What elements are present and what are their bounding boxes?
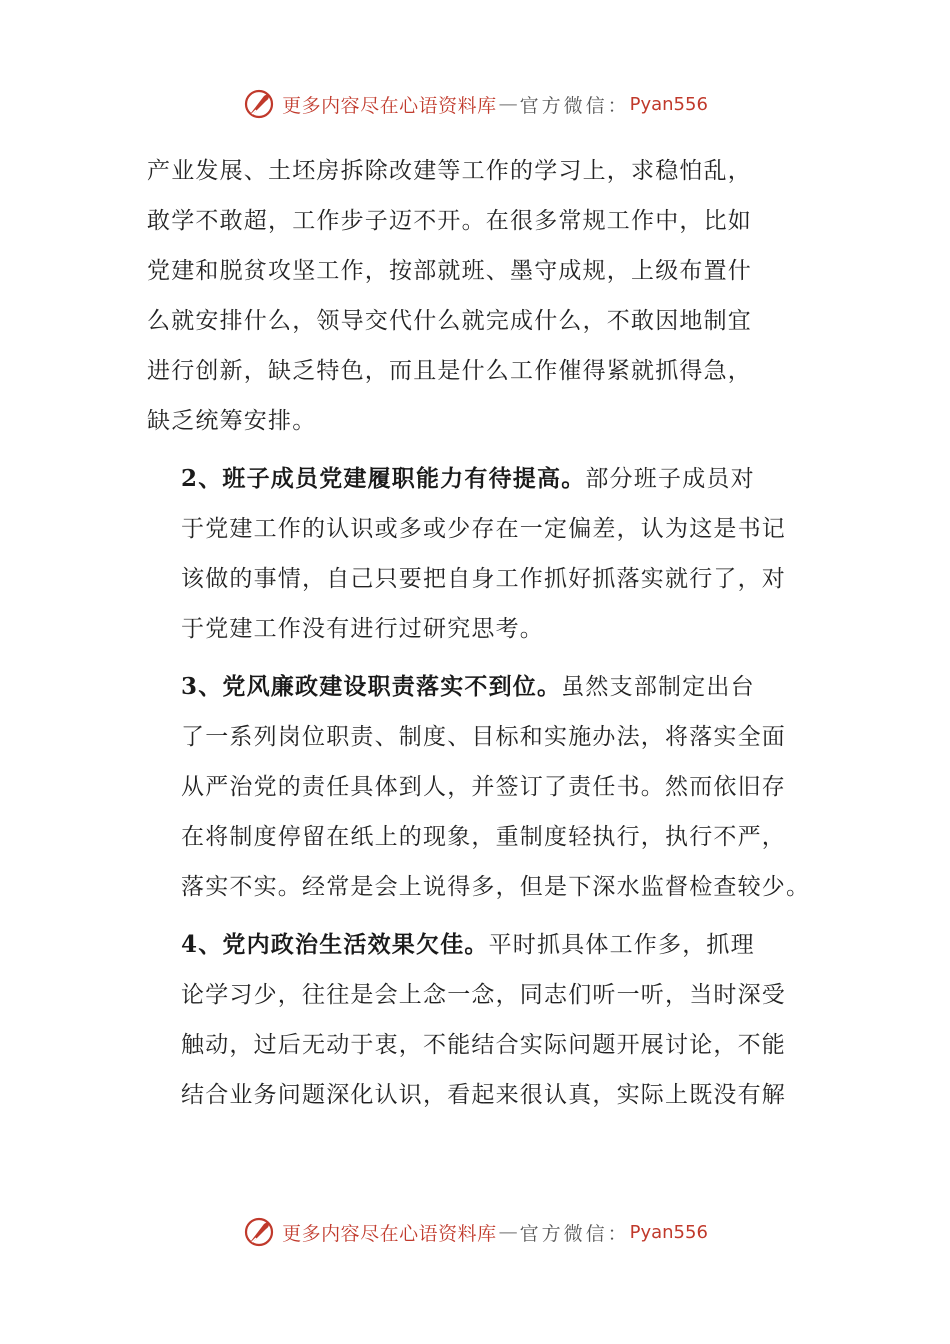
banner-text: 更多内容尽在心语资料库: [282, 94, 497, 117]
text-fragment: 部分班子成员对: [585, 466, 755, 492]
quill-pen-logo-icon: [242, 87, 276, 121]
text-line: 产业发展、土坯房拆除改建等工作的学习上，求稳怕乱，: [147, 158, 752, 184]
paragraph-3: [147, 662, 812, 912]
paragraph-heading: 2、班子成员党建履职能力有待提高。: [181, 465, 586, 492]
text-line: 党建和脱贫攻坚工作，按部就班、墨守成规，上级布置什: [147, 258, 752, 284]
text-line: 该做的事情，自己只要把自身工作抓好抓落实就行了，对: [181, 566, 786, 592]
text-line: 论学习少，往往是会上念一念，同志们听一听，当时深受: [181, 982, 786, 1008]
text-line: [147, 662, 812, 712]
banner-wechat-label: 官方微信：: [519, 94, 630, 117]
text-line: [147, 454, 812, 504]
header-banner: [0, 84, 950, 124]
paragraph-4: [147, 920, 812, 1120]
banner-wechat-id: Pyan556: [629, 93, 708, 115]
text-fragment: 虽然支部制定出台: [561, 674, 755, 700]
text-line: 于党建工作没有进行过研究思考。: [181, 616, 544, 642]
paragraph-heading: 4、党内政治生活效果欠佳。: [181, 931, 489, 958]
text-line: 了一系列岗位职责、制度、目标和实施办法，将落实全面: [181, 724, 786, 750]
paragraph-1: [147, 146, 812, 446]
text-line: [147, 920, 812, 970]
footer-banner: [0, 1212, 950, 1252]
paragraph-2: [147, 454, 812, 654]
text-line: 于党建工作的认识或多或少存在一定偏差，认为这是书记: [181, 516, 786, 542]
text-line: 触动，过后无动于衷，不能结合实际问题开展讨论，不能: [181, 1032, 786, 1058]
banner-separator: —: [498, 93, 518, 115]
paragraph-heading: 3、党风廉政建设职责落实不到位。: [181, 673, 562, 700]
text-line: 么就安排什么，领导交代什么就完成什么，不敢因地制宜: [147, 308, 752, 334]
text-line: 缺乏统筹安排。: [147, 408, 317, 434]
text-line: 进行创新，缺乏特色，而且是什么工作催得紧就抓得急，: [147, 358, 752, 384]
text-line: 从严治党的责任具体到人，并签订了责任书。然而依旧存: [181, 774, 786, 800]
banner-wechat-label: 官方微信：: [519, 1222, 630, 1245]
text-line: 结合业务问题深化认识，看起来很认真，实际上既没有解: [181, 1082, 786, 1108]
document-body: [147, 146, 812, 1120]
banner-text: 更多内容尽在心语资料库: [282, 1222, 497, 1245]
quill-pen-logo-icon: [242, 1215, 276, 1249]
text-line: 敢学不敢超，工作步子迈不开。在很多常规工作中，比如: [147, 208, 752, 234]
banner-separator: —: [498, 1221, 518, 1243]
text-line: 落实不实。经常是会上说得多，但是下深水监督检查较少。: [181, 874, 811, 900]
text-fragment: 平时抓具体工作多，抓理: [488, 932, 755, 958]
banner-wechat-id: Pyan556: [629, 1221, 708, 1243]
text-line: 在将制度停留在纸上的现象，重制度轻执行，执行不严，: [181, 824, 786, 850]
